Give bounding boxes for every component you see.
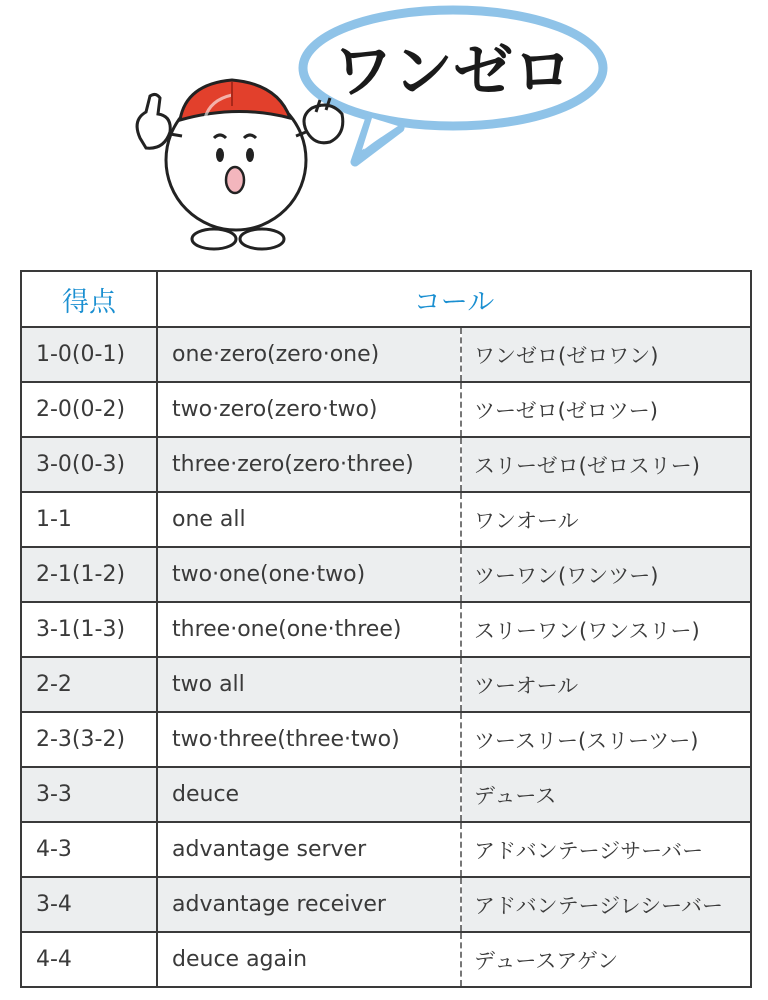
score-cell: 1-1 <box>21 492 157 547</box>
english-call-cell: deuce again <box>157 932 461 987</box>
table-row <box>21 437 751 492</box>
mascot-illustration <box>0 0 768 260</box>
speech-bubble-text: ワンゼロ <box>333 37 573 107</box>
score-cell: 2-3(3-2) <box>21 712 157 767</box>
table-row <box>21 382 751 437</box>
table-row <box>21 932 751 987</box>
english-call-cell: three·zero(zero·three) <box>157 437 461 492</box>
japanese-call-cell: ワンオール <box>461 492 751 547</box>
english-call-cell: one all <box>157 492 461 547</box>
japanese-call-cell: デュースアゲン <box>461 932 751 987</box>
japanese-call-cell: ツーゼロ(ゼロツー) <box>461 382 751 437</box>
english-call-cell: advantage server <box>157 822 461 877</box>
score-cell: 3-4 <box>21 877 157 932</box>
table-row <box>21 547 751 602</box>
speech-bubble <box>303 10 603 162</box>
table-row <box>21 602 751 657</box>
japanese-call-cell: デュース <box>461 767 751 822</box>
english-call-cell: advantage receiver <box>157 877 461 932</box>
japanese-call-cell: ツーオール <box>461 657 751 712</box>
english-call-cell: two·three(three·two) <box>157 712 461 767</box>
score-cell: 3-1(1-3) <box>21 602 157 657</box>
score-cell: 4-4 <box>21 932 157 987</box>
score-cell: 3-3 <box>21 767 157 822</box>
japanese-call-cell: スリーゼロ(ゼロスリー) <box>461 437 751 492</box>
japanese-call-cell: ツーワン(ワンツー) <box>461 547 751 602</box>
english-call-cell: deuce <box>157 767 461 822</box>
table-row <box>21 712 751 767</box>
japanese-call-cell: ツースリー(スリーツー) <box>461 712 751 767</box>
table-row <box>21 327 751 382</box>
table-body <box>21 327 751 987</box>
header-score: 得点 <box>21 271 157 327</box>
score-cell: 3-0(0-3) <box>21 437 157 492</box>
table-row <box>21 767 751 822</box>
japanese-call-cell: スリーワン(ワンスリー) <box>461 602 751 657</box>
english-call-cell: two·one(one·two) <box>157 547 461 602</box>
japanese-call-cell: ワンゼロ(ゼロワン) <box>461 327 751 382</box>
mascot-right-foot <box>240 229 284 249</box>
score-cell: 4-3 <box>21 822 157 877</box>
score-cell: 2-1(1-2) <box>21 547 157 602</box>
table-row <box>21 822 751 877</box>
score-cell: 2-0(0-2) <box>21 382 157 437</box>
japanese-call-cell: アドバンテージサーバー <box>461 822 751 877</box>
mascot-left-foot <box>192 229 236 249</box>
table-row <box>21 492 751 547</box>
english-call-cell: two all <box>157 657 461 712</box>
japanese-call-cell: アドバンテージレシーバー <box>461 877 751 932</box>
table-header-row <box>21 271 751 327</box>
score-cell: 2-2 <box>21 657 157 712</box>
header-call: コール <box>157 271 751 327</box>
english-call-cell: one·zero(zero·one) <box>157 327 461 382</box>
english-call-cell: three·one(one·three) <box>157 602 461 657</box>
table-row <box>21 877 751 932</box>
table-row <box>21 657 751 712</box>
score-call-table <box>20 270 752 988</box>
score-cell: 1-0(0-1) <box>21 327 157 382</box>
english-call-cell: two·zero(zero·two) <box>157 382 461 437</box>
